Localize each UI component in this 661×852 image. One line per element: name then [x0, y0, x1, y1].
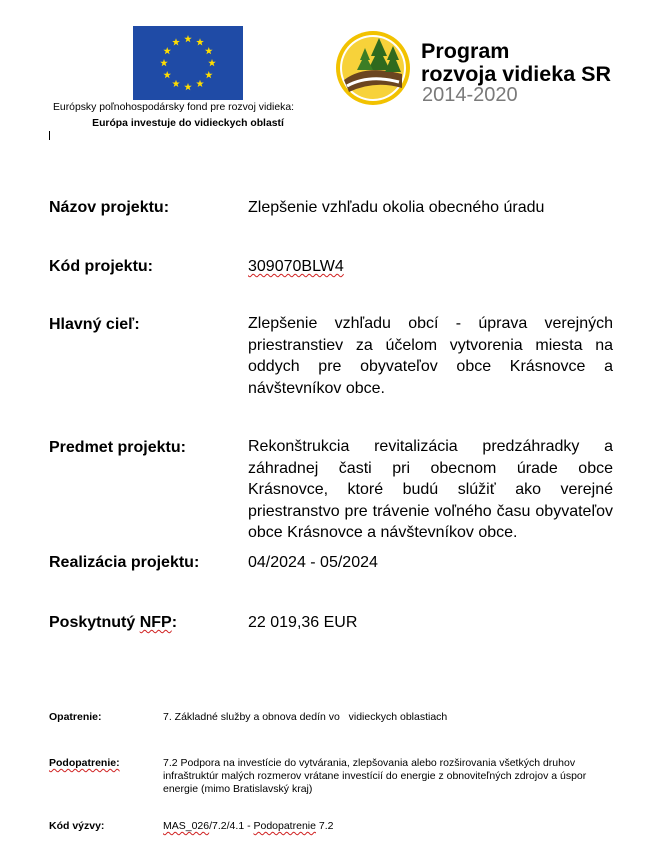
- nfp-label-suffix: :: [171, 614, 178, 631]
- project-nfp-label: [49, 612, 177, 633]
- project-name-value: Zlepšenie vzhľadu okolia obecného úradu: [248, 199, 545, 216]
- call-code-part1: MAS_026: [163, 820, 210, 832]
- project-goal-label: Hlavný cieľ:: [49, 316, 140, 333]
- project-code-value: 309070BLW4: [248, 258, 344, 275]
- program-years: 2014-2020: [422, 84, 518, 106]
- call-code-value: [163, 820, 613, 833]
- program-rozvoja-vidieka-logo: [335, 30, 411, 106]
- project-subject-label: Predmet projektu:: [49, 439, 186, 456]
- program-title-line1: Program: [421, 39, 510, 63]
- project-code-label: Kód projektu:: [49, 258, 153, 275]
- call-code-part3: Podopatrenie: [253, 820, 316, 832]
- call-code-part4: 7.2: [315, 820, 334, 832]
- submeasure-value: 7.2 Podpora na investície do vytvárania, zlepšovania alebo rozširovania všetkých druhov infraštruktúr malých rozmerov vrátane investícií do energie z obnoviteľných zdrojov a úspor energie (mimo Bratislavský kraj): [163, 757, 587, 795]
- project-nfp-value: 22 019,36 EUR: [248, 614, 358, 631]
- project-name-label: Názov projektu:: [49, 199, 170, 216]
- project-subject-value: Rekonštrukcia revitalizácia predzáhradky a záhradnej časti pri obecnom úrade obce Krásnovce, ktoré budú slúžiť ako verejné priestranstvo pre trávenie voľného času obyvateľov obce Krásnovce a návštevníkov obce.: [248, 438, 613, 542]
- eu-flag-logo: [133, 26, 243, 100]
- program-title-line2: rozvoja vidieka SR: [421, 62, 611, 86]
- project-realization-value: 04/2024 - 05/2024: [248, 554, 378, 571]
- eu-fund-line: Európsky poľnohospodársky fond pre rozvoj vidieka:: [53, 102, 294, 113]
- text-cursor: [49, 131, 50, 140]
- call-code-part2: /7.2/4.1 -: [209, 820, 254, 832]
- eu-slogan: Európa investuje do vidieckych oblastí: [92, 118, 284, 129]
- measure-label: Opatrenie:: [49, 711, 102, 723]
- project-code-row: [248, 256, 613, 278]
- nfp-label-word: NFP: [139, 614, 172, 631]
- nfp-label-prefix: Poskytnutý: [49, 614, 140, 631]
- submeasure-label-text: Podopatrenie:: [49, 757, 120, 769]
- submeasure-label: [49, 757, 120, 769]
- project-goal-value: Zlepšenie vzhľadu obcí - úprava verejných priestranstiev za účelom vytvorenia miesta na oddych pre obyvateľov obce Krásnovce a návštevníkov obce.: [248, 315, 613, 397]
- project-realization-label: Realizácia projektu:: [49, 554, 200, 571]
- call-code-label: Kód výzvy:: [49, 820, 105, 832]
- measure-value: 7. Základné služby a obnova dedín vo vidieckych oblastiach: [163, 711, 448, 723]
